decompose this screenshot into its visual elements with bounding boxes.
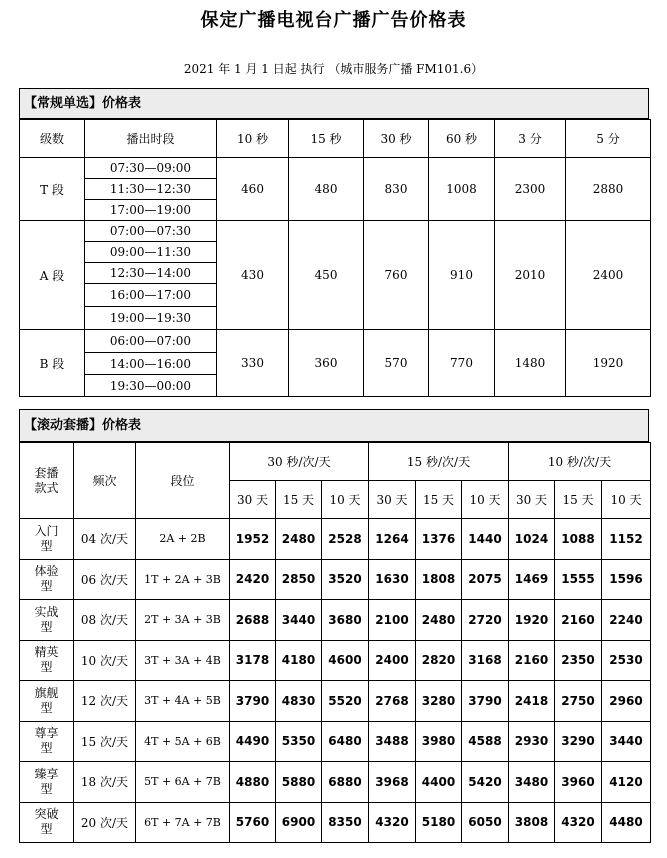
page-title: 保定广播电视台广播广告价格表	[200, 10, 467, 31]
price-cell: 2850	[276, 559, 322, 600]
price-cell: 3680	[322, 600, 369, 641]
header-days: 15 天	[276, 481, 322, 519]
price-cell: 4880	[230, 762, 276, 803]
package-name: 实战型	[34, 604, 59, 634]
segment-cell: 2T + 3A + 3B	[136, 600, 230, 641]
time-slot: 09:00—11:30	[85, 242, 217, 263]
package-name: 臻享型	[34, 766, 59, 796]
header-time-slot: 播出时段	[85, 120, 217, 158]
price-cell: 3968	[369, 762, 416, 803]
price-cell: 1088	[555, 519, 602, 560]
price-cell: 2930	[509, 721, 555, 762]
segment-cell: 6T + 7A + 7B	[136, 802, 230, 843]
frequency-cell: 18 次/天	[74, 762, 136, 803]
price-cell: 330	[217, 330, 289, 397]
price-cell: 1480	[495, 330, 566, 397]
price-cell: 1630	[369, 559, 416, 600]
price-cell: 4600	[322, 640, 369, 681]
price-cell: 2528	[322, 519, 369, 560]
price-cell: 2720	[462, 600, 509, 641]
price-cell: 2420	[230, 559, 276, 600]
price-cell: 2240	[602, 600, 651, 641]
segment-cell: 1T + 2A + 3B	[136, 559, 230, 600]
price-cell: 1152	[602, 519, 651, 560]
price-cell: 1808	[416, 559, 462, 600]
price-cell: 4120	[602, 762, 651, 803]
price-cell: 3440	[276, 600, 322, 641]
header-duration: 3 分	[495, 120, 566, 158]
table-row	[20, 681, 651, 722]
package-name: 入门型	[34, 523, 59, 553]
price-cell: 1555	[555, 559, 602, 600]
segment-cell: 4T + 5A + 6B	[136, 721, 230, 762]
price-cell: 3790	[462, 681, 509, 722]
header-package	[20, 443, 74, 519]
header-package-label: 套播款式	[34, 465, 59, 495]
header-days: 30 天	[509, 481, 555, 519]
package-name: 尊享型	[34, 726, 59, 756]
package-name: 体验型	[34, 564, 59, 594]
price-cell: 1008	[429, 158, 495, 221]
price-cell: 2880	[566, 158, 651, 221]
header-days: 10 天	[602, 481, 651, 519]
package-name-cell	[20, 640, 74, 681]
rolling-section-heading: 【滚动套播】价格表	[19, 409, 649, 442]
price-cell: 2480	[276, 519, 322, 560]
price-cell: 1920	[509, 600, 555, 641]
price-cell: 2820	[416, 640, 462, 681]
price-cell: 2768	[369, 681, 416, 722]
header-days: 30 天	[230, 481, 276, 519]
price-cell: 6880	[322, 762, 369, 803]
header-days: 10 天	[462, 481, 509, 519]
frequency-cell: 10 次/天	[74, 640, 136, 681]
segment-cell: 3T + 3A + 4B	[136, 640, 230, 681]
regular-section-heading: 【常规单选】价格表	[19, 88, 649, 119]
header-level: 级数	[20, 120, 85, 158]
price-cell: 4180	[276, 640, 322, 681]
price-cell: 4320	[555, 802, 602, 843]
price-cell: 1440	[462, 519, 509, 560]
price-cell: 830	[364, 158, 429, 221]
segment-cell: 3T + 4A + 5B	[136, 681, 230, 722]
price-cell: 480	[289, 158, 364, 221]
price-cell: 3178	[230, 640, 276, 681]
price-cell: 2418	[509, 681, 555, 722]
price-cell: 1469	[509, 559, 555, 600]
table-row	[20, 721, 651, 762]
package-name: 旗舰型	[34, 685, 59, 715]
header-days: 30 天	[369, 481, 416, 519]
header-duration: 60 秒	[429, 120, 495, 158]
rolling-package-table	[19, 442, 651, 843]
header-days: 15 天	[416, 481, 462, 519]
price-cell: 2960	[602, 681, 651, 722]
price-cell: 2075	[462, 559, 509, 600]
price-cell: 2100	[369, 600, 416, 641]
time-slot: 19:30—00:00	[85, 375, 217, 397]
price-cell: 2300	[495, 158, 566, 221]
table-row	[20, 559, 651, 600]
package-name: 突破型	[34, 807, 59, 837]
price-cell: 1596	[602, 559, 651, 600]
price-cell: 6480	[322, 721, 369, 762]
price-cell: 8350	[322, 802, 369, 843]
time-slot: 07:30—09:00	[85, 158, 217, 179]
price-cell: 2160	[509, 640, 555, 681]
price-cell: 3280	[416, 681, 462, 722]
frequency-cell: 12 次/天	[74, 681, 136, 722]
price-cell: 3790	[230, 681, 276, 722]
effective-date-note: 2021 年 1 月 1 日起 执行 （城市服务广播 FM101.6）	[183, 62, 484, 76]
price-cell: 2160	[555, 600, 602, 641]
header-duration: 5 分	[566, 120, 651, 158]
price-cell: 4400	[416, 762, 462, 803]
package-name-cell	[20, 600, 74, 641]
price-cell: 2480	[416, 600, 462, 641]
price-cell: 2010	[495, 221, 566, 330]
header-days: 10 天	[322, 481, 369, 519]
price-cell: 3980	[416, 721, 462, 762]
frequency-cell: 15 次/天	[74, 721, 136, 762]
price-cell: 430	[217, 221, 289, 330]
header-duration: 15 秒	[289, 120, 364, 158]
time-slot: 06:00—07:00	[85, 330, 217, 353]
price-cell: 1952	[230, 519, 276, 560]
table-row	[20, 762, 651, 803]
package-name-cell	[20, 802, 74, 843]
segment-cell: 5T + 6A + 7B	[136, 762, 230, 803]
header-segment: 段位	[136, 443, 230, 519]
price-cell: 3290	[555, 721, 602, 762]
header-group: 10 秒/次/天	[509, 443, 651, 481]
package-name-cell	[20, 721, 74, 762]
frequency-cell: 08 次/天	[74, 600, 136, 641]
price-cell: 4830	[276, 681, 322, 722]
price-cell: 4588	[462, 721, 509, 762]
price-cell: 5520	[322, 681, 369, 722]
header-frequency: 频次	[74, 443, 136, 519]
price-cell: 3808	[509, 802, 555, 843]
header-duration: 10 秒	[217, 120, 289, 158]
price-cell: 570	[364, 330, 429, 397]
time-slot: 16:00—17:00	[85, 284, 217, 307]
price-cell: 910	[429, 221, 495, 330]
package-name: 精英型	[34, 645, 59, 675]
price-cell: 2400	[566, 221, 651, 330]
price-cell: 3960	[555, 762, 602, 803]
price-cell: 2350	[555, 640, 602, 681]
price-cell: 3440	[602, 721, 651, 762]
price-cell: 2400	[369, 640, 416, 681]
price-cell: 5350	[276, 721, 322, 762]
price-cell: 2750	[555, 681, 602, 722]
time-slot: 17:00—19:00	[85, 200, 217, 221]
package-name-cell	[20, 519, 74, 560]
time-slot: 14:00—16:00	[85, 353, 217, 375]
price-cell: 3488	[369, 721, 416, 762]
regular-price-table	[19, 119, 651, 397]
price-cell: 2530	[602, 640, 651, 681]
price-cell: 2688	[230, 600, 276, 641]
table-row	[20, 640, 651, 681]
package-name-cell	[20, 762, 74, 803]
level-name: A 段	[20, 221, 85, 330]
table-row	[20, 600, 651, 641]
price-cell: 4320	[369, 802, 416, 843]
price-cell: 460	[217, 158, 289, 221]
price-cell: 3480	[509, 762, 555, 803]
frequency-cell: 04 次/天	[74, 519, 136, 560]
price-cell: 450	[289, 221, 364, 330]
header-group: 15 秒/次/天	[369, 443, 509, 481]
price-cell: 360	[289, 330, 364, 397]
price-cell: 1024	[509, 519, 555, 560]
price-cell: 1920	[566, 330, 651, 397]
segment-cell: 2A + 2B	[136, 519, 230, 560]
price-cell: 3520	[322, 559, 369, 600]
price-cell: 760	[364, 221, 429, 330]
header-duration: 30 秒	[364, 120, 429, 158]
package-name-cell	[20, 559, 74, 600]
table-row	[20, 802, 651, 843]
time-slot: 19:00—19:30	[85, 307, 217, 330]
package-name-cell	[20, 681, 74, 722]
time-slot: 07:00—07:30	[85, 221, 217, 242]
rolling-rows	[20, 519, 651, 843]
price-cell: 6050	[462, 802, 509, 843]
time-slot: 12:30—14:00	[85, 263, 217, 284]
header-days: 15 天	[555, 481, 602, 519]
header-group: 30 秒/次/天	[230, 443, 369, 481]
price-cell: 5180	[416, 802, 462, 843]
price-cell: 4480	[602, 802, 651, 843]
table-row	[20, 519, 651, 560]
level-name: B 段	[20, 330, 85, 397]
price-cell: 5880	[276, 762, 322, 803]
frequency-cell: 06 次/天	[74, 559, 136, 600]
price-cell: 5420	[462, 762, 509, 803]
price-cell: 770	[429, 330, 495, 397]
level-name: T 段	[20, 158, 85, 221]
price-cell: 1376	[416, 519, 462, 560]
price-cell: 5760	[230, 802, 276, 843]
price-cell: 3168	[462, 640, 509, 681]
price-cell: 1264	[369, 519, 416, 560]
time-slot: 11:30—12:30	[85, 179, 217, 200]
frequency-cell: 20 次/天	[74, 802, 136, 843]
price-cell: 6900	[276, 802, 322, 843]
price-cell: 4490	[230, 721, 276, 762]
